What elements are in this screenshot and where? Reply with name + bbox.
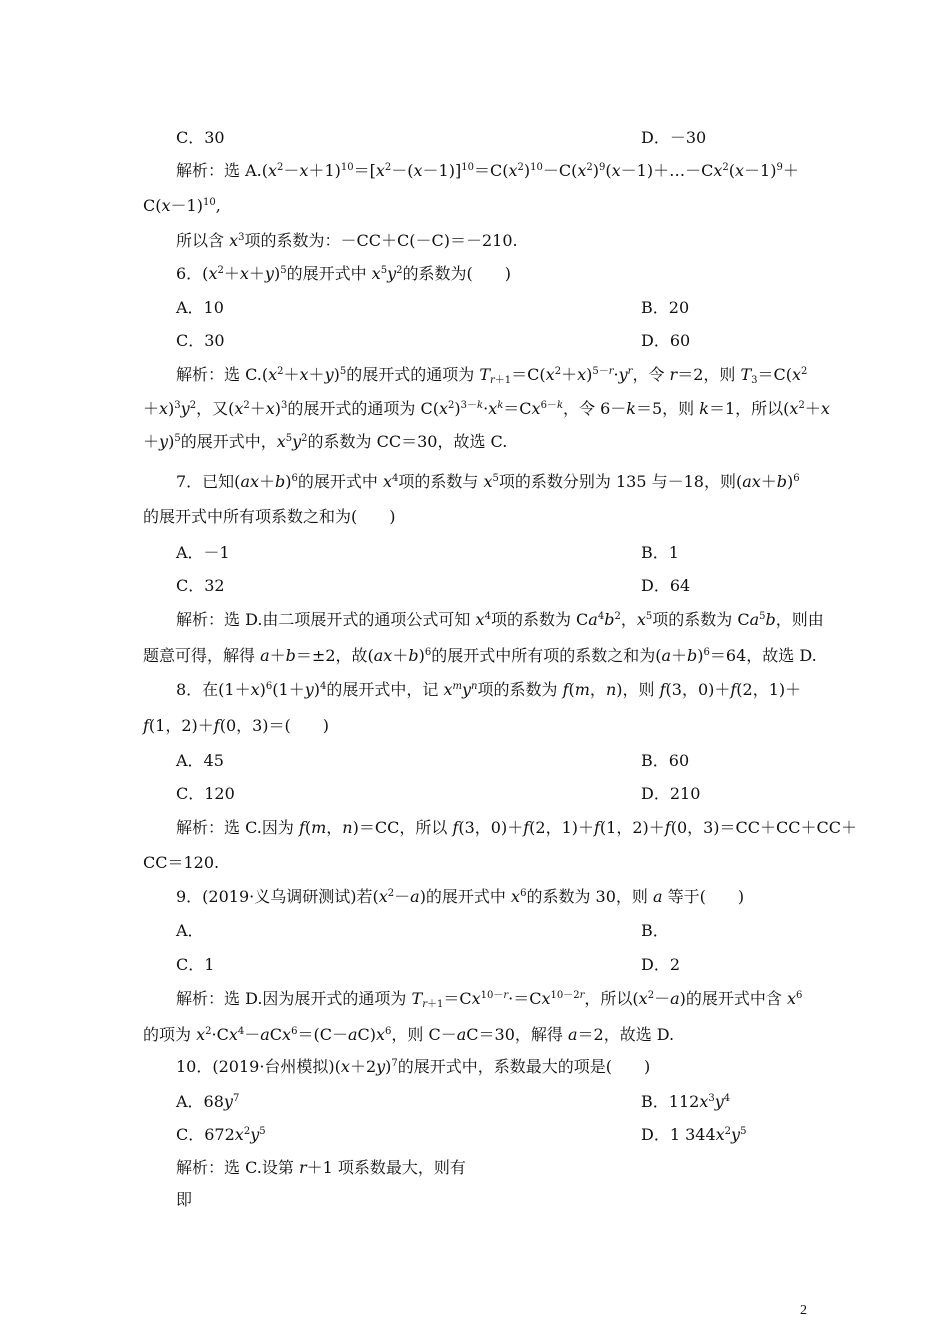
text-line: 7．已知$(ax+b)^6$的展开式中 $x^4$项的系数与 $x^5$项的系数分别为 135 与－18，则$(ax+b)^6$ [176, 472, 800, 491]
answer-option: D．64 [641, 576, 691, 595]
answer-option: A．$68y^7$ [176, 1092, 240, 1111]
answer-option: B．$112x^3y^4$ [641, 1092, 731, 1111]
answer-option: B．60 [641, 751, 690, 770]
text-line: ＋y)$^5$的展开式中，$x^5y^2$的系数为 CC＝30，故选 C. [143, 432, 508, 451]
answer-option: A．－1 [176, 543, 230, 562]
answer-option: D．1 $344x^2y^5$ [641, 1125, 747, 1144]
page-number: 2 [800, 1303, 807, 1318]
answer-option: C．30 [176, 331, 225, 350]
text-line: 解析：选 $A.(x^2-x+1)^{10}=[x^2-(x-1)]^{10}=C(x^2)^{10}-C(x^2)^9(x-1)+\dots-Cx^2(x-1)^9+$ [176, 161, 799, 180]
answer-option: A．45 [176, 751, 224, 770]
text-line: 解析：选 $C.(x^2+x+y)^5$的展开式的通项为 $T_{r+1}=C(x^2+x)^{5-r}\cdot y^r$，令 r＝2，则 $T_3=C(x^2$ [176, 365, 808, 386]
answer-option: B．1 [641, 543, 679, 562]
text-line: $+x)^3y^2$，又$(x^2+x)^3$的展开式的通项为 $C(x^2)^{3-k}\cdot x^k=Cx^{6-k}$，令 6－k＝5，则 k＝1，所以($x^2+x$ [143, 399, 830, 418]
text-line: 题意可得，解得 a＋b＝±2，故$(ax+b)^6$的展开式中所有项的系数之和为$(a+b)^6=64$，故选 D. [143, 646, 817, 665]
answer-option: D．60 [641, 331, 691, 350]
text-line: 即 [176, 1190, 193, 1209]
text-line: 6．$(x^2+x+y)^5$的展开式中 $x^5y^2$的系数为( ) [176, 264, 511, 283]
text-line: 的项为 $x^2\cdot Cx^4-aCx^6=(C-aC)x^6$，则 C－aC＝30，解得 a＝2，故选 D. [143, 1025, 675, 1044]
answer-option: D．－30 [641, 128, 707, 147]
text-line: 10．(2019·台州模拟)$(x+2y)^7$的展开式中，系数最大的项是( ) [176, 1057, 651, 1076]
text-line: 9．(2019·义乌调研测试)若$(x^2-a)$的展开式中 $x^6$的系数为 30，则 a 等于( ) [176, 887, 745, 906]
answer-option: C．$672x^2y^5$ [176, 1125, 266, 1144]
answer-option: A． [176, 921, 204, 940]
answer-option: A．10 [176, 298, 224, 317]
text-line: 解析：选 D.由二项展开式的通项公式可知 $x^4$项的系数为 $Ca^4b^2$，$x^5$项的系数为 Ca$^5$b，则由 [176, 610, 824, 629]
text-line: CC＝120. [143, 853, 220, 872]
text-line: 解析：选 C.设第 r＋1 项系数最大，则有 [176, 1158, 466, 1177]
answer-option: B．20 [641, 298, 690, 317]
text-line: f(1，2)＋f(0，3)＝( ) [143, 716, 330, 735]
text-line: 8．在$(1+x)^6(1+y)^4$的展开式中，记 $x^my^n$项的系数为 f(m，n)，则 f(3，0)＋f(2，1)＋ [176, 680, 802, 699]
text-line: 所以含 $x^3$项的系数为：－CC＋C(－C)＝－210. [176, 231, 518, 250]
answer-option: B． [641, 921, 669, 940]
answer-option: C．1 [176, 955, 215, 974]
text-line: 解析：选 D.因为展开式的通项为 $T_{r+1}=Cx^{10-r}\cdot=Cx^{10-2r}$，所以$(x^2-a)$的展开式中含 $x^6$ [176, 989, 803, 1010]
answer-option: D．210 [641, 784, 701, 803]
answer-option: C．32 [176, 576, 225, 595]
answer-option: D．2 [641, 955, 681, 974]
text-line: 的展开式中所有项系数之和为( ) [143, 507, 396, 526]
text-line: $C(x-1)^{10}$, [143, 196, 221, 215]
text-line: 解析：选 C.因为 f(m，n)＝CC，所以 f(3，0)＋f(2，1)＋f(1，2)＋f(0，3)＝CC＋CC＋CC＋ [176, 818, 858, 837]
answer-option: C．120 [176, 784, 235, 803]
answer-option: C．30 [176, 128, 225, 147]
